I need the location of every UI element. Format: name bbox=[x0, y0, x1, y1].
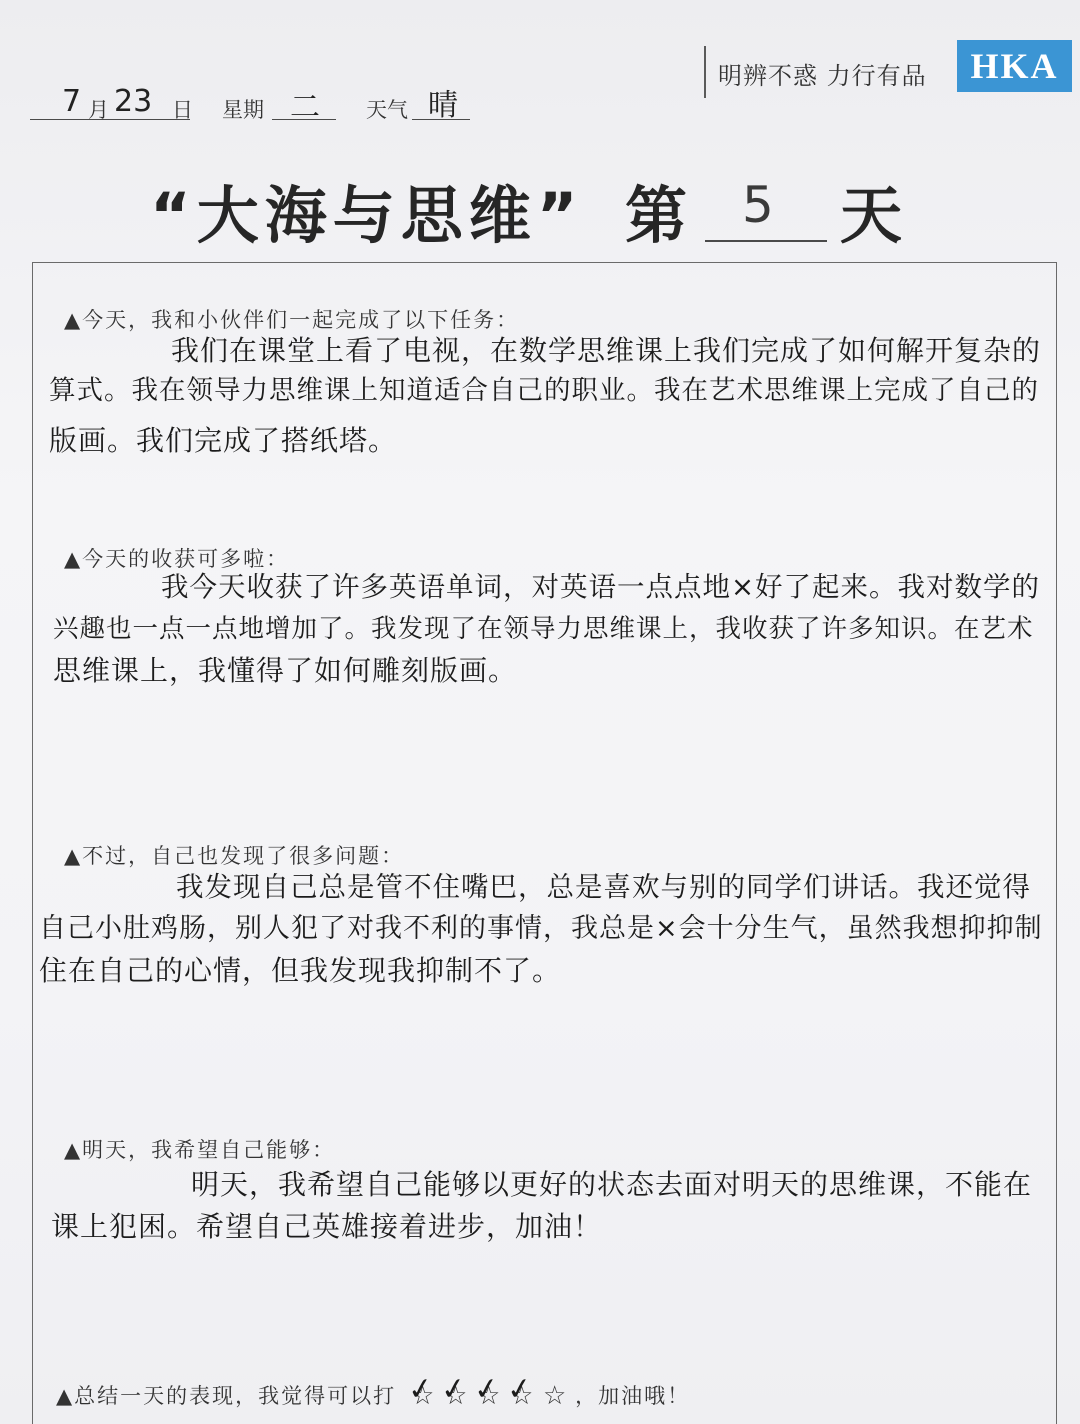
summary-tail: ，加油哦！ bbox=[575, 1384, 691, 1408]
handwritten-line: 我发现自己总是管不住嘴巴，总是喜欢与别的同学们讲话。我还觉得 bbox=[176, 871, 1031, 903]
star-icon bbox=[505, 1381, 538, 1411]
star-icon bbox=[472, 1381, 505, 1411]
summary-row bbox=[56, 1381, 690, 1411]
star-icon bbox=[406, 1381, 439, 1411]
handwritten-line: 版画。我们完成了搭纸塔。 bbox=[49, 424, 398, 457]
handwritten-line: 自己小肚鸡肠，别人犯了对我不利的事情，我总是×会十分生气，虽然我想抑抑制 bbox=[39, 913, 1043, 944]
month-label: 月 bbox=[88, 98, 109, 122]
header-divider bbox=[704, 46, 706, 98]
section-gains-label: ▲今天的收获可多啦： bbox=[64, 547, 290, 571]
date-underline bbox=[30, 119, 190, 120]
weather-value: 晴 bbox=[428, 88, 458, 123]
handwritten-line: 明天，我希望自己能够以更好的状态去面对明天的思维课，不能在 bbox=[191, 1168, 1033, 1201]
section-tasks-label: ▲今天，我和小伙伴们一起完成了以下任务： bbox=[64, 308, 520, 332]
title-underline bbox=[705, 240, 827, 242]
section-hopes-label: ▲明天，我希望自己能够： bbox=[64, 1138, 336, 1162]
diary-box bbox=[32, 262, 1057, 1424]
handwritten-line: 我们在课堂上看了电视，在数学思维课上我们完成了如何解开复杂的 bbox=[171, 334, 1042, 367]
weekday-value: 二 bbox=[290, 90, 320, 125]
title-day-number: 5 bbox=[742, 176, 774, 234]
section-problems-label: ▲不过，自己也发现了很多问题： bbox=[64, 844, 405, 868]
handwritten-line: 课上犯困。希望自己英雄接着进步，加油！ bbox=[51, 1210, 603, 1243]
star-icon bbox=[538, 1381, 571, 1411]
handwritten-line: 住在自己的心情，但我发现我抑制不了。 bbox=[39, 954, 562, 987]
title-prefix: 第 bbox=[625, 179, 694, 252]
brand-logo: HKA bbox=[957, 40, 1072, 92]
month-value: 7 bbox=[62, 84, 82, 119]
handwritten-line: 我今天收获了许多英语单词，对英语一点点地×好了起来。我对数学的 bbox=[161, 571, 1041, 603]
title-suffix: 天 bbox=[840, 179, 909, 252]
page-title: “大海与思维” bbox=[150, 179, 584, 252]
handwritten-line: 思维课上，我懂得了如何雕刻版画。 bbox=[53, 654, 518, 687]
handwritten-line: 兴趣也一点一点地增加了。我发现了在领导力思维课上，我收获了许多知识。在艺术 bbox=[53, 614, 1034, 644]
weekday-label: 星期 bbox=[222, 98, 264, 122]
handwritten-line: 算式。我在领导力思维课上知道适合自己的职业。我在艺术思维课上完成了自己的 bbox=[49, 375, 1039, 406]
star-rating bbox=[406, 1381, 571, 1411]
day-value: 23 bbox=[114, 84, 153, 119]
weather-label: 天气 bbox=[366, 98, 408, 122]
motto: 明辨不惑 力行有品 bbox=[718, 62, 927, 90]
day-label: 日 bbox=[172, 98, 193, 122]
summary-label: ▲总结一天的表现，我觉得可以打 bbox=[56, 1384, 397, 1408]
star-icon bbox=[439, 1381, 472, 1411]
